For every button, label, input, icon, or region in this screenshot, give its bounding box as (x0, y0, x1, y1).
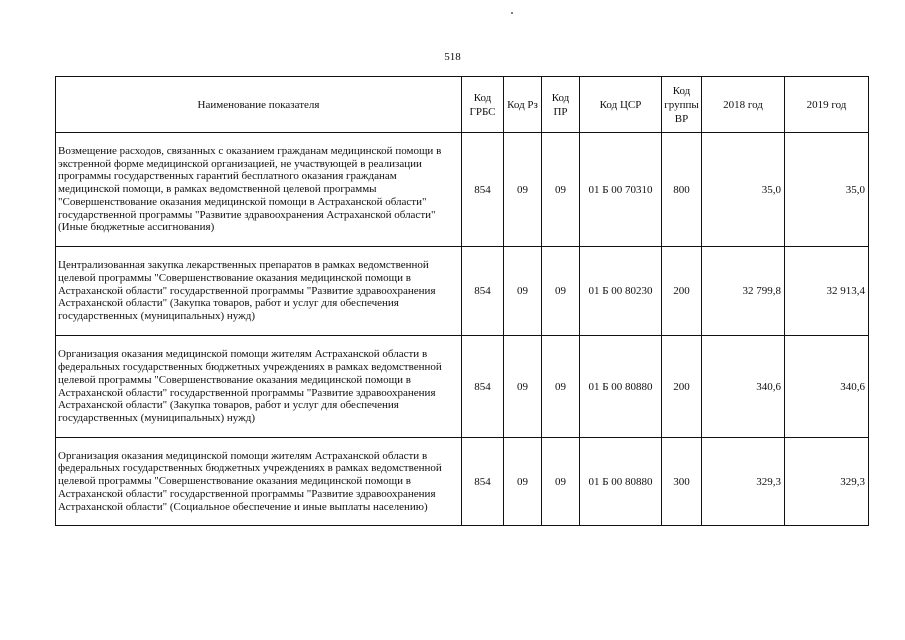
row-csr: 01 Б 00 80230 (580, 247, 662, 336)
row-csr: 01 Б 00 70310 (580, 133, 662, 247)
header-pr: Код ПР (542, 77, 580, 133)
row-2018: 32 799,8 (702, 247, 785, 336)
header-vr: Код группы ВР (662, 77, 702, 133)
row-grbs: 854 (462, 133, 504, 247)
table-row (56, 336, 869, 438)
row-name: Организация оказания медицинской помощи жителям Астраханской области в федеральных государственных бюджетных учреждениях в рамках ведомственной целевой программы "Совершенствование оказания медицинской помощи в Астраханской области" государственной программы "Развитие здравоохранения Астраханской области" (Социальное обеспечение и иные выплаты населению) (56, 438, 462, 526)
header-2019: 2019 год (785, 77, 869, 133)
row-pr: 09 (542, 438, 580, 526)
scan-speck (511, 12, 513, 14)
row-rz: 09 (504, 336, 542, 438)
row-2018: 329,3 (702, 438, 785, 526)
row-name: Организация оказания медицинской помощи жителям Астраханской области в федеральных государственных бюджетных учреждениях в рамках ведомственной целевой программы "Совершенствование оказания медицинской помощи в Астраханской области" государственной программы "Развитие здравоохранения Астраханской области" (Закупка товаров, работ и услуг для обеспечения государственных (муниципальных) нужд) (56, 336, 462, 438)
row-csr: 01 Б 00 80880 (580, 336, 662, 438)
row-2019: 32 913,4 (785, 247, 869, 336)
page-number: 518 (444, 51, 461, 63)
table-row (56, 247, 869, 336)
row-vr: 200 (662, 247, 702, 336)
header-rz: Код Рз (504, 77, 542, 133)
header-csr: Код ЦСР (580, 77, 662, 133)
header-name: Наименование показателя (56, 77, 462, 133)
row-grbs: 854 (462, 336, 504, 438)
row-csr: 01 Б 00 80880 (580, 438, 662, 526)
table-header-row (56, 77, 869, 133)
row-pr: 09 (542, 247, 580, 336)
row-name: Централизованная закупка лекарственных препаратов в рамках ведомственной целевой программы "Совершенствование оказания медицинской помощи в Астраханской области" государственной программы "Развитие здравоохранения Астраханской области" (Закупка товаров, работ и услуг для обеспечения государственных (муниципальных) нужд) (56, 247, 462, 336)
table-row (56, 438, 869, 526)
row-vr: 800 (662, 133, 702, 247)
row-2019: 35,0 (785, 133, 869, 247)
header-grbs: Код ГРБС (462, 77, 504, 133)
row-2019: 340,6 (785, 336, 869, 438)
row-rz: 09 (504, 438, 542, 526)
budget-table (55, 76, 869, 526)
row-vr: 300 (662, 438, 702, 526)
row-pr: 09 (542, 336, 580, 438)
row-rz: 09 (504, 247, 542, 336)
row-2018: 35,0 (702, 133, 785, 247)
row-grbs: 854 (462, 438, 504, 526)
header-2018: 2018 год (702, 77, 785, 133)
row-2019: 329,3 (785, 438, 869, 526)
row-2018: 340,6 (702, 336, 785, 438)
row-rz: 09 (504, 133, 542, 247)
row-grbs: 854 (462, 247, 504, 336)
row-name: Возмещение расходов, связанных с оказанием гражданам медицинской помощи в экстренной форме медицинской организацией, не участвующей в реализации программы государственных гарантий бесплатного оказания гражданам медицинской помощи, в рамках ведомственной целевой программы "Совершенствование оказания медицинской помощи в Астраханской области" государственной программы "Развитие здравоохранения Астраханской области" (Иные бюджетные ассигнования) (56, 133, 462, 247)
row-vr: 200 (662, 336, 702, 438)
row-pr: 09 (542, 133, 580, 247)
table-row (56, 133, 869, 247)
